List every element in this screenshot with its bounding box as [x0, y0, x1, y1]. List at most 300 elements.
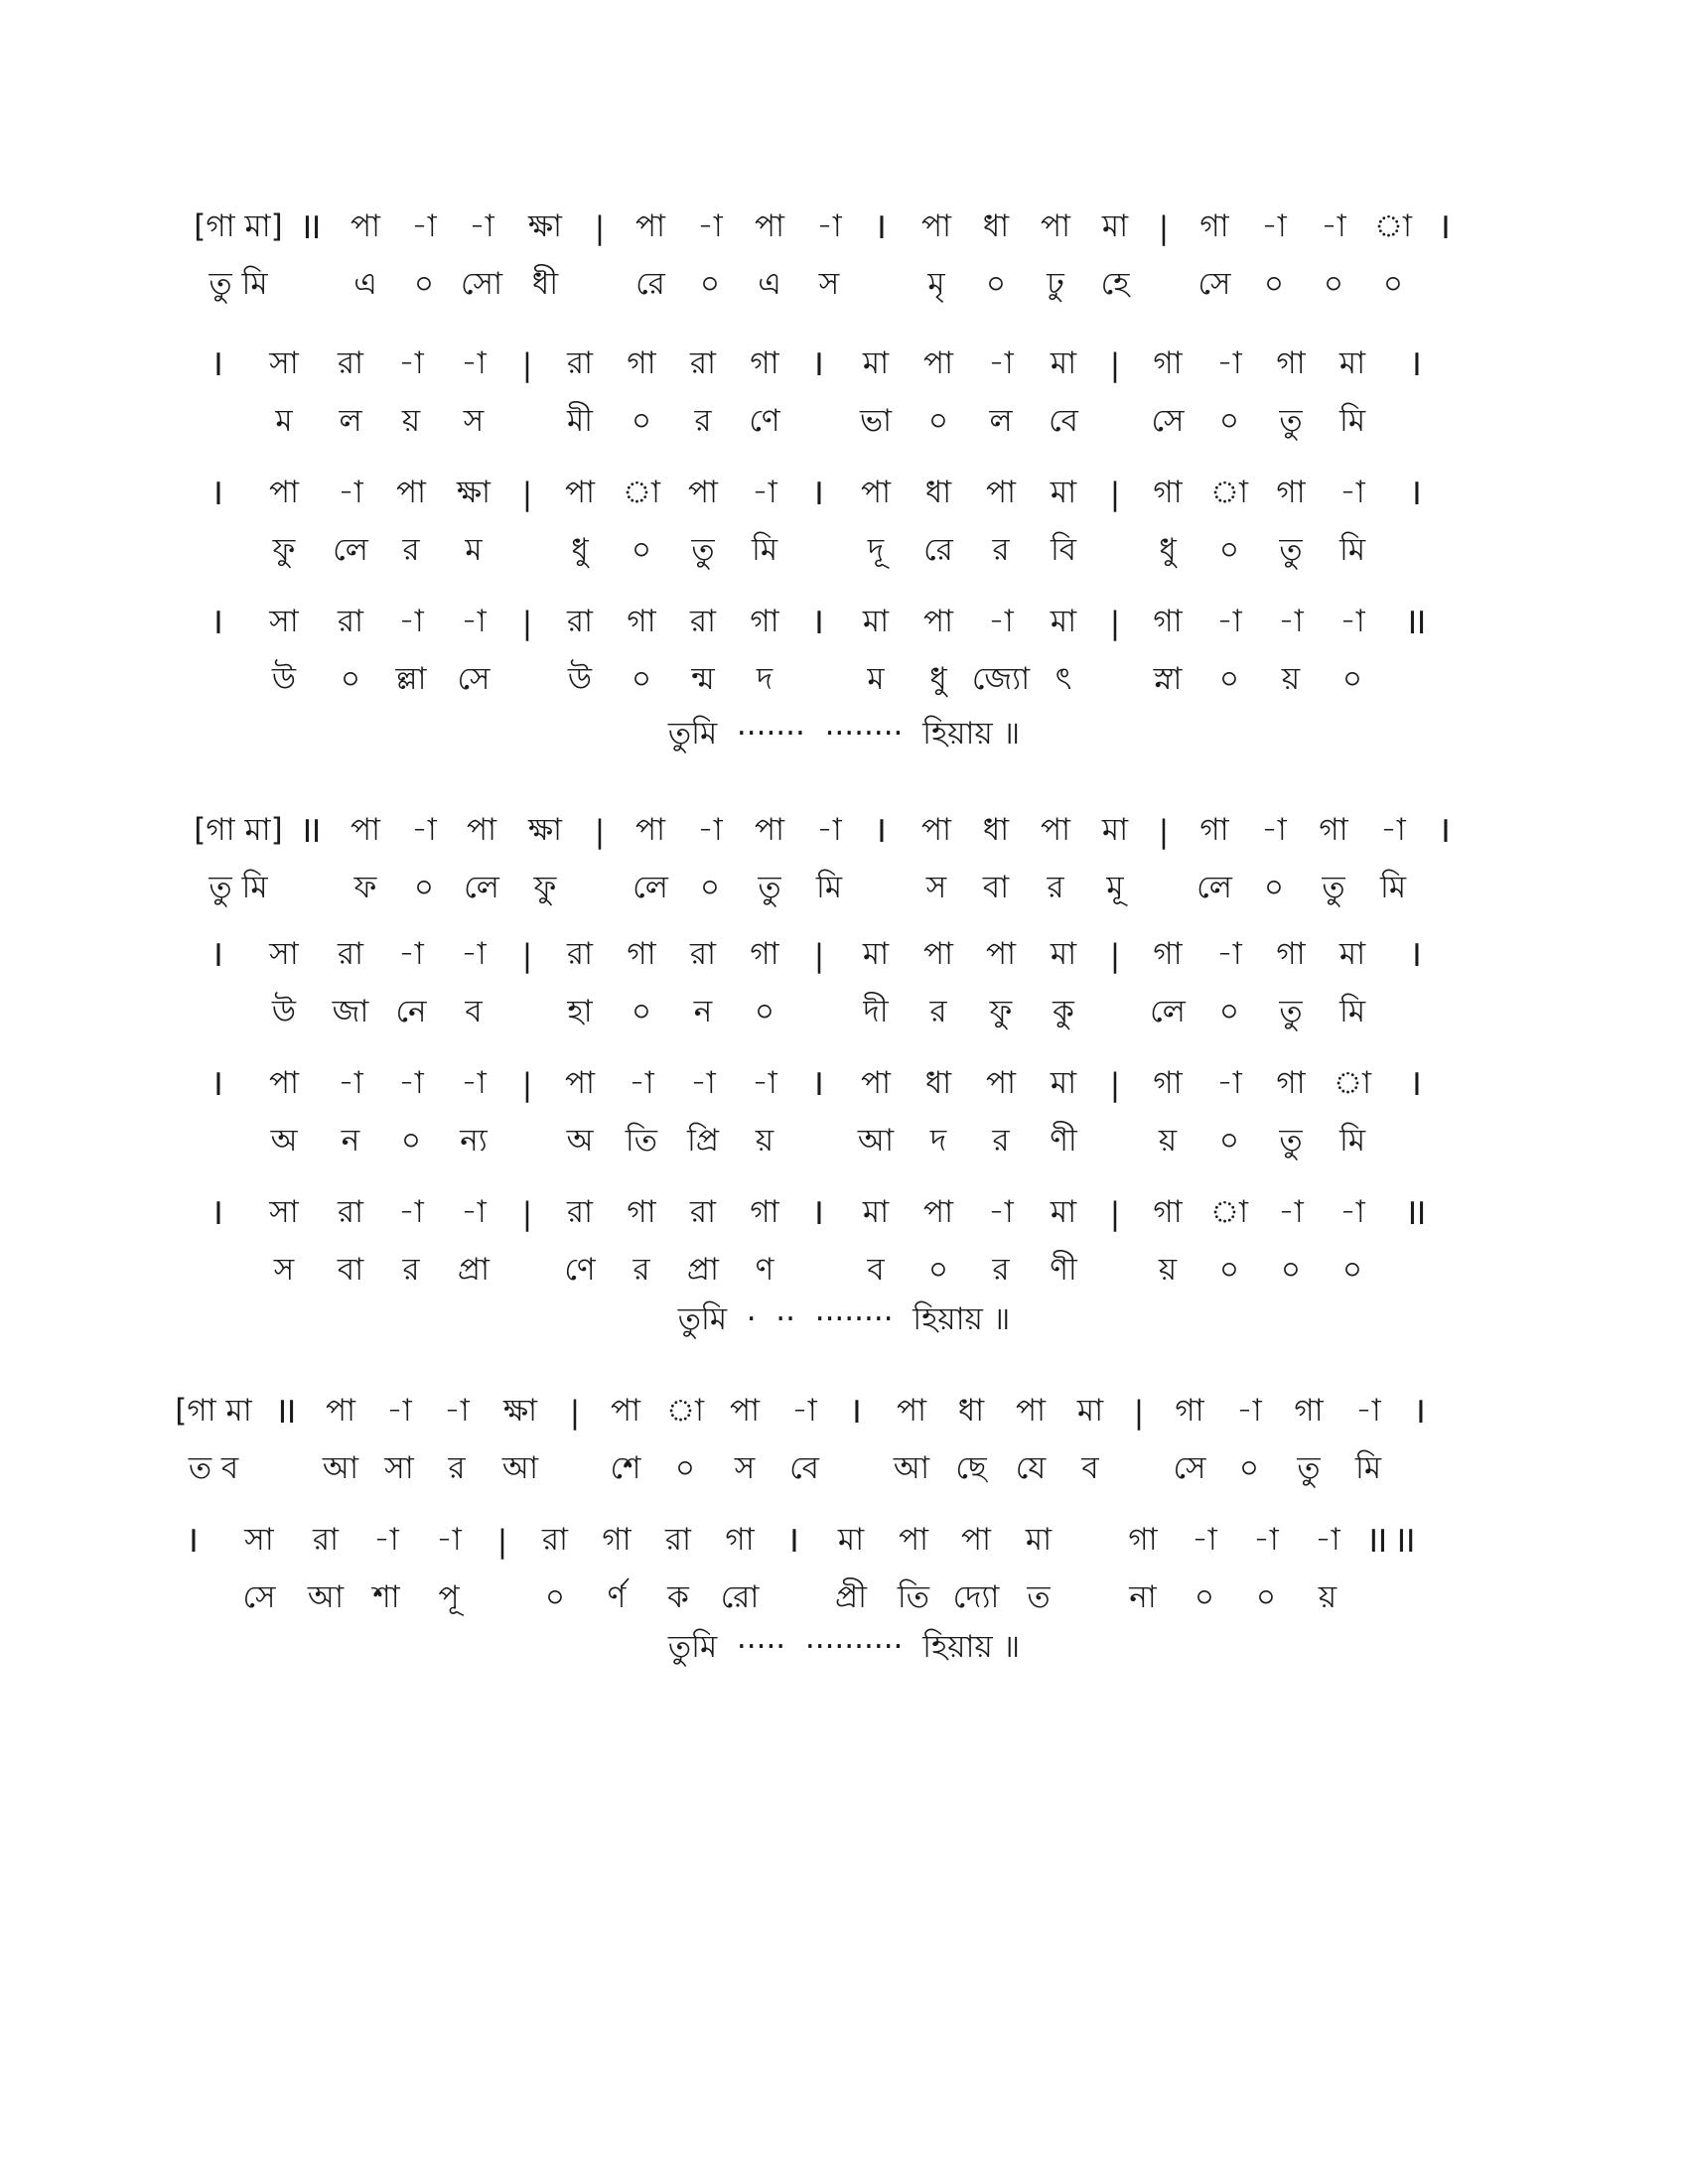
syllable-cell: দ [929, 1123, 947, 1159]
note-cell: মা [1101, 208, 1129, 244]
syllable-cell: তু মি [209, 870, 268, 905]
note-cell: পা [922, 1194, 954, 1230]
syllable-cell: ০ [340, 661, 361, 697]
note-cell: গা [1276, 936, 1306, 972]
note-cell: -া [697, 812, 723, 848]
note-cell: [গা মা] [194, 208, 283, 244]
note-cell: | [1133, 1395, 1145, 1431]
note-cell: ধা [982, 812, 1010, 848]
syllable-cell: দী [863, 994, 889, 1029]
syllable-cell: ০ [1280, 1252, 1302, 1288]
note-cell: I [1412, 347, 1422, 383]
syllable-cell: উ [567, 661, 593, 697]
note-cell: রা [664, 1522, 692, 1558]
note-cell: [গা মা [175, 1393, 252, 1429]
notation-row [164, 1385, 1484, 1440]
note-cell: পা [687, 475, 719, 510]
note-cell: পা [1040, 208, 1071, 244]
note-cell: া [622, 475, 660, 510]
syllable-cell: ০ [1255, 1579, 1277, 1615]
note-cell: | [521, 477, 533, 512]
note-cell: গা [1153, 475, 1183, 510]
note-cell: -া [816, 208, 842, 244]
note-cell: -া [1216, 936, 1242, 972]
note-cell: I [1416, 1395, 1426, 1431]
note-cell: মা [862, 936, 890, 972]
lyrics-row [189, 1244, 1509, 1299]
note-cell: া [1333, 1065, 1371, 1101]
syllable-cell: ল [989, 403, 1013, 439]
note-cell: পা [985, 1065, 1017, 1101]
note-cell: II [302, 814, 322, 850]
syllable-cell: ণী [1050, 1252, 1077, 1288]
note-cell: মা [1050, 345, 1077, 381]
syllable-cell: ০ [1323, 266, 1344, 302]
note-cell: সা [244, 1522, 274, 1558]
syllable-cell: ঢু [1047, 266, 1064, 302]
syllable-cell: ০ [699, 870, 721, 905]
note-cell: সা [269, 936, 299, 972]
note-cell: মা [862, 1194, 890, 1230]
syllable-cell: মি [815, 870, 843, 905]
note-cell: রা [566, 936, 594, 972]
syllable-cell: মি [1354, 1450, 1382, 1486]
note-cell: | [813, 938, 825, 974]
syllable-cell: ব [465, 994, 483, 1029]
note-cell: গা [1153, 604, 1183, 639]
notation-row [189, 804, 1509, 860]
syllable-cell: ভা [859, 403, 893, 439]
note-cell: রা [337, 345, 364, 381]
syllable-cell: শা [372, 1579, 400, 1615]
syllable-cell: তু [691, 532, 715, 568]
syllable-cell: ০ [1218, 1252, 1240, 1288]
note-cell: -া [1339, 604, 1365, 639]
syllable-cell: তু [1297, 1450, 1321, 1486]
syllable-cell: স [734, 1450, 756, 1486]
note-cell: গা [1199, 208, 1229, 244]
syllable-cell: মি [1338, 994, 1366, 1029]
note-cell: সা [269, 345, 299, 381]
note-cell: -া [1216, 604, 1242, 639]
syllable-cell: র [992, 1123, 1010, 1159]
note-cell: পা [985, 475, 1017, 510]
syllable-cell: য় [1318, 1579, 1337, 1615]
note-cell: I [1412, 938, 1422, 974]
syllable-cell: রে [635, 266, 665, 302]
syllable-cell: দূ [867, 532, 885, 568]
note-cell: I [814, 1196, 824, 1232]
note-cell: পা [1015, 1393, 1047, 1429]
note-cell: া [1209, 1194, 1248, 1230]
syllable-cell: ০ [631, 403, 652, 439]
note-cell: I [213, 1196, 223, 1232]
note-cell: -া [1236, 1393, 1262, 1429]
note-cell: -া [461, 936, 487, 972]
syllable-cell: ফু [272, 532, 296, 568]
syllable-cell: রো [720, 1579, 760, 1615]
note-cell: গা [1175, 1393, 1204, 1429]
syllable-cell: প্রি [686, 1123, 719, 1159]
syllable-cell: তু [1279, 403, 1303, 439]
note-cell: মা [1025, 1522, 1053, 1558]
syllable-cell: আ [322, 1450, 359, 1486]
note-cell: গা [1153, 936, 1183, 972]
note-cell: I [877, 210, 887, 246]
note-cell: | [521, 347, 533, 383]
syllable-cell: সে [457, 661, 491, 697]
syllable-cell: ম [275, 403, 293, 439]
syllable-cell: ০ [1341, 661, 1363, 697]
syllable-cell: উ [271, 994, 297, 1029]
syllable-cell: ফ [353, 870, 377, 905]
syllable-cell: ০ [1263, 266, 1285, 302]
syllable-cell: র্ণ [607, 1579, 627, 1615]
syllable-cell: লে [633, 870, 668, 905]
syllable-cell: তু [758, 870, 781, 905]
syllable-cell: অ [270, 1123, 298, 1159]
note-cell: | [1109, 347, 1121, 383]
note-cell: -া [1278, 604, 1304, 639]
syllable-cell: কু [1053, 994, 1074, 1029]
note-cell: I [877, 814, 887, 850]
syllable-cell: স্না [1153, 661, 1183, 697]
note-cell: | [1109, 477, 1121, 512]
note-cell: পা [922, 345, 954, 381]
note-cell: | [1109, 606, 1121, 641]
syllable-cell: ত [1027, 1579, 1051, 1615]
note-cell: I [1441, 210, 1451, 246]
note-cell: I [213, 477, 223, 512]
syllable-cell: মূ [1106, 870, 1124, 905]
lyrics-row [164, 1571, 1484, 1627]
syllable-cell: ফু [533, 870, 557, 905]
syllable-cell: র [1047, 870, 1064, 905]
note-cell: পা [634, 812, 666, 848]
syllable-cell: য় [1158, 1252, 1178, 1288]
note-cell: I [1441, 814, 1451, 850]
syllable-cell: ০ [631, 994, 652, 1029]
note-cell: পা [860, 475, 892, 510]
note-cell: I [213, 1067, 223, 1103]
syllable-cell: বা [337, 1252, 364, 1288]
note-cell: ক্ষা [527, 208, 563, 244]
note-cell: পা [754, 812, 785, 848]
note-cell: -া [398, 936, 424, 972]
syllable-cell: ০ [1263, 870, 1285, 905]
lyrics-row [189, 862, 1509, 917]
syllable-cell: ০ [1218, 532, 1240, 568]
note-cell: I [814, 347, 824, 383]
syllable-cell: সে [242, 1579, 276, 1615]
syllable-cell: জা [332, 994, 369, 1029]
note-cell: গা [627, 1194, 656, 1230]
syllable-cell: হা [567, 994, 593, 1029]
note-cell: গা [1153, 1194, 1183, 1230]
note-cell: রা [337, 1194, 364, 1230]
syllable-cell: ০ [400, 1123, 422, 1159]
syllable-cell: বে [1049, 403, 1078, 439]
syllable-cell: ধু [929, 661, 947, 697]
note-cell: -া [1192, 1522, 1217, 1558]
syllable-cell: মি [1338, 532, 1366, 568]
note-cell: -া [411, 812, 437, 848]
note-cell: | [594, 814, 606, 850]
note-cell: -া [697, 208, 723, 244]
refrain-line: তুমি ······· ········ হিয়ায় ॥ [667, 716, 1021, 751]
refrain-line: তুমি · ·· ········ হিয়ায় ॥ [677, 1301, 1011, 1337]
syllable-cell: ন্ম [691, 661, 715, 697]
note-cell: মা [862, 345, 890, 381]
syllable-cell: য় [401, 403, 421, 439]
syllable-cell: ম [465, 532, 483, 568]
note-cell: I [814, 606, 824, 641]
syllable-cell: র [694, 403, 712, 439]
note-cell: -া [1216, 1065, 1242, 1101]
syllable-cell: মি [1338, 1123, 1366, 1159]
syllable-cell: বা [982, 870, 1010, 905]
note-cell: -া [373, 1522, 399, 1558]
note-cell: -া [1216, 345, 1242, 381]
syllable-cell: ধু [1159, 532, 1177, 568]
syllable-cell: ০ [699, 266, 721, 302]
syllable-cell: ০ [413, 266, 435, 302]
note-cell: পা [920, 812, 952, 848]
note-cell: -া [752, 1065, 777, 1101]
syllable-cell: এ [353, 266, 377, 302]
note-cell: মা [1101, 812, 1129, 848]
note-cell: সা [269, 604, 299, 639]
note-cell: মা [1050, 1194, 1077, 1230]
note-cell: পা [634, 208, 666, 244]
refrain-line: তুমি ····· ·········· হিয়ায় ॥ [667, 1629, 1021, 1665]
syllable-cell: তি [897, 1579, 930, 1615]
note-cell: -া [398, 1065, 424, 1101]
syllable-cell: সো [460, 266, 503, 302]
syllable-cell: ০ [674, 1450, 696, 1486]
syllable-cell: ম [867, 661, 885, 697]
syllable-cell: তু [1322, 870, 1345, 905]
note-cell: রা [312, 1522, 340, 1558]
note-cell: -া [338, 475, 363, 510]
note-cell: | [521, 606, 533, 641]
note-cell: I [213, 347, 223, 383]
note-cell: পা [466, 812, 497, 848]
notation-row [189, 596, 1509, 651]
syllable-cell: তু মি [209, 266, 268, 302]
note-cell: -া [444, 1393, 470, 1429]
note-cell: গা [1153, 1065, 1183, 1101]
syllable-cell: এ [758, 266, 781, 302]
syllable-cell: উ [271, 661, 297, 697]
note-cell: রা [337, 604, 364, 639]
syllable-cell: লে [464, 870, 499, 905]
syllable-cell: বে [789, 1450, 819, 1486]
syllable-cell: র [929, 994, 947, 1029]
note-cell: -া [461, 345, 487, 381]
syllable-cell: ০ [927, 1252, 949, 1288]
note-cell: II [1407, 606, 1427, 641]
notation-row [189, 1057, 1509, 1113]
syllable-cell: ০ [1218, 403, 1240, 439]
note-cell: -া [1339, 1194, 1365, 1230]
note-cell: I [814, 477, 824, 512]
syllable-cell: দ্যো [952, 1579, 1000, 1615]
lyrics-row [189, 986, 1509, 1041]
syllable-cell: নে [395, 994, 427, 1029]
note-cell: | [569, 1395, 581, 1431]
syllable-cell: ০ [631, 532, 652, 568]
syllable-cell: য় [1281, 661, 1301, 697]
syllable-cell: লে [1196, 870, 1232, 905]
syllable-cell: ধী [531, 266, 559, 302]
lyrics-row [189, 258, 1509, 314]
note-cell: ধা [924, 1065, 952, 1101]
note-cell: | [1109, 938, 1121, 974]
syllable-cell: ০ [1194, 1579, 1215, 1615]
syllable-cell: লে [1150, 994, 1186, 1029]
syllable-cell: জ্যো [971, 661, 1031, 697]
syllable-cell: ০ [1218, 1123, 1240, 1159]
note-cell: পা [564, 1065, 596, 1101]
note-cell: মা [837, 1522, 865, 1558]
syllable-cell: মি [1379, 870, 1407, 905]
note-cell: মা [1050, 1065, 1077, 1101]
note-cell: গা [627, 604, 656, 639]
note-cell: -া [1261, 812, 1287, 848]
lyrics-row [189, 653, 1509, 709]
note-cell: I [789, 1524, 799, 1560]
note-cell: -া [1278, 1194, 1304, 1230]
note-cell: | [496, 1524, 508, 1560]
note-cell: া [665, 1393, 704, 1429]
syllable-cell: ব [867, 1252, 885, 1288]
syllable-cell: সে [1197, 266, 1231, 302]
syllable-cell: ০ [1238, 1450, 1260, 1486]
syllable-cell: রে [923, 532, 953, 568]
note-cell: | [1158, 814, 1170, 850]
note-cell: ক্ষা [456, 475, 492, 510]
note-cell: -া [791, 1393, 817, 1429]
syllable-cell: আ [501, 1450, 539, 1486]
note-cell: -া [469, 208, 494, 244]
syllable-cell: ণ [755, 1252, 774, 1288]
note-cell: গা [1199, 812, 1229, 848]
syllable-cell: র [402, 532, 420, 568]
syllable-cell: র [992, 1252, 1010, 1288]
syllable-cell: ণে [564, 1252, 596, 1288]
syllable-cell: শে [610, 1450, 641, 1486]
note-cell: ক্ষা [527, 812, 563, 848]
note-cell: I [189, 1524, 199, 1560]
note-cell: -া [629, 1065, 654, 1101]
note-cell: পা [325, 1393, 356, 1429]
note-cell: | [1158, 210, 1170, 246]
note-cell: পা [729, 1393, 761, 1429]
note-cell: গা [750, 1194, 779, 1230]
note-cell: পা [922, 604, 954, 639]
lyrics-row [164, 1442, 1484, 1498]
note-cell: মা [1050, 936, 1077, 972]
note-cell: গা [627, 345, 656, 381]
note-cell: -া [411, 208, 437, 244]
note-cell: পা [350, 812, 381, 848]
note-cell: পা [350, 208, 381, 244]
syllable-cell: য় [1158, 1123, 1178, 1159]
note-cell: II [302, 210, 322, 246]
syllable-cell: ০ [985, 266, 1007, 302]
notation-row [189, 928, 1509, 984]
syllable-cell: না [1129, 1579, 1157, 1615]
note-cell: -া [1321, 208, 1346, 244]
syllable-cell: তু [1279, 532, 1303, 568]
syllable-cell: ন্য [460, 1123, 488, 1159]
syllable-cell: র [448, 1450, 466, 1486]
syllable-cell: প্রা [686, 1252, 720, 1288]
syllable-cell: ০ [1341, 1252, 1363, 1288]
syllable-cell: স [818, 266, 840, 302]
lyrics-row [189, 395, 1509, 451]
note-cell: II [1407, 1196, 1427, 1232]
note-cell: -া [461, 604, 487, 639]
note-cell: | [1109, 1196, 1121, 1232]
note-cell: গা [750, 345, 779, 381]
note-cell: -া [1315, 1522, 1340, 1558]
note-cell: -া [988, 345, 1014, 381]
note-cell: মা [1338, 345, 1366, 381]
syllable-cell: তু [1279, 994, 1303, 1029]
note-cell: গা [725, 1522, 755, 1558]
note-cell: -া [1380, 812, 1406, 848]
syllable-cell: দ [756, 661, 774, 697]
syllable-cell: ০ [631, 661, 652, 697]
note-cell: া [1373, 208, 1412, 244]
note-cell: -া [461, 1194, 487, 1230]
note-cell: মা [1338, 936, 1366, 972]
note-cell: ধা [957, 1393, 985, 1429]
note-cell: -া [398, 1194, 424, 1230]
note-cell: ধা [982, 208, 1010, 244]
syllable-cell: ০ [544, 1579, 566, 1615]
note-cell: I [852, 1395, 862, 1431]
note-cell: রা [566, 1194, 594, 1230]
note-cell: -া [398, 345, 424, 381]
note-cell: II [277, 1395, 297, 1431]
note-cell: পা [1040, 812, 1071, 848]
note-cell: পা [920, 208, 952, 244]
notation-row [189, 338, 1509, 393]
syllable-cell: ০ [1218, 661, 1240, 697]
syllable-cell: হে [1100, 266, 1130, 302]
note-cell: পা [268, 1065, 300, 1101]
note-cell: -া [1355, 1393, 1381, 1429]
note-cell: I [213, 938, 223, 974]
syllable-cell: ছে [955, 1450, 987, 1486]
note-cell: -া [461, 1065, 487, 1101]
syllable-cell: ধু [571, 532, 589, 568]
note-cell: পা [395, 475, 427, 510]
syllable-cell: স [463, 403, 485, 439]
syllable-cell: ল [339, 403, 362, 439]
note-cell: পা [985, 936, 1017, 972]
note-cell: া [1209, 475, 1248, 510]
note-cell: -া [398, 604, 424, 639]
note-cell: I [213, 606, 223, 641]
syllable-cell: অ [566, 1123, 594, 1159]
syllable-cell: র [992, 532, 1010, 568]
note-cell: I [1412, 477, 1422, 512]
syllable-cell: তু [1279, 1123, 1303, 1159]
